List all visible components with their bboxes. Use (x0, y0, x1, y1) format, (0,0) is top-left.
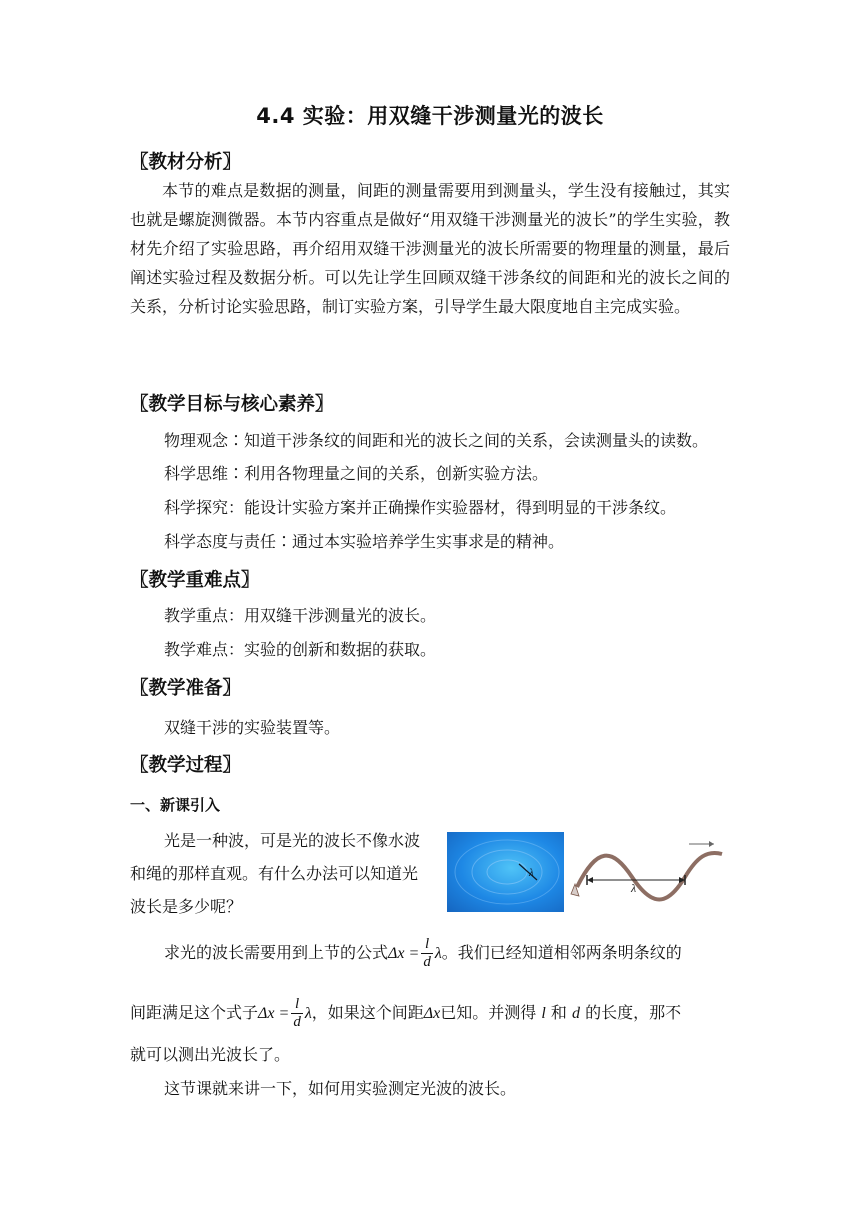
formula-line-2-text-d: 和 (550, 1003, 567, 1022)
rope-wave-image (567, 832, 727, 912)
formula-line-2-text-c: 已知。并测得 (440, 1003, 537, 1022)
intro-line: 光是一种波，可是光的波长不像水波 (164, 831, 421, 850)
formula-rhs: λ (434, 945, 442, 962)
section-heading-preparation: 〖教学准备〗 (130, 678, 242, 699)
rope-lambda-label: λ (631, 881, 637, 895)
water-lambda-label: λ (529, 867, 534, 879)
formula-numerator: l (291, 996, 303, 1014)
l-symbol: l (541, 1005, 546, 1022)
formula-denominator: d (423, 954, 431, 970)
formula-line-2-text-a: 间距满足这个式子 (130, 1003, 259, 1022)
water-ripple-graphic (447, 832, 564, 912)
rope-wave-graphic (567, 832, 727, 912)
formula-rhs: λ (304, 1005, 312, 1022)
d-symbol: d (572, 1005, 581, 1022)
formula-lhs: Δx = (258, 1005, 290, 1022)
formula-line-1-text-b: 。我们已经知道相邻两条明条纹的 (441, 943, 682, 962)
key-point-item: 教学重点：用双缝干涉测量光的波长。 (164, 606, 437, 625)
formula-fraction (421, 936, 433, 971)
formula-lhs: Δx = (388, 945, 420, 962)
analysis-paragraph: 本节的难点是数据的测量，间距的测量需要用到测量头，学生没有接触过，其实也就是螺旋测微器。本节内容重点是做好“用双缝干涉测量光的波长”的学生实验，教材先介绍了实验思路，再介绍用双缝干涉测量光的波长所需要的物理量的测量，最后阐述实验过程及数据分析。可以先让学生回顾双缝干涉条纹的间距和光的波长之间的关系，分析讨论实验思路，制订实验方案，引导学生最大限度地自主完成实验。 (130, 181, 730, 316)
preparation-text: 双缝干涉的实验装置等。 (164, 718, 341, 737)
goal-item: 科学探究：能设计实验方案并正确操作实验器材，得到明显的干涉条纹。 (164, 498, 677, 517)
formula-fraction (291, 996, 303, 1031)
formula-line-2 (130, 996, 681, 1031)
formula-line-2-text-e: 的长度，那不 (585, 1003, 682, 1022)
key-point-item: 教学难点：实验的创新和数据的获取。 (164, 640, 437, 659)
page-title: 4.4 实验：用双缝干涉测量光的波长 (256, 104, 604, 128)
subheading-intro: 一、新课引入 (130, 796, 221, 814)
goal-item: 科学思维∶利用各物理量之间的关系，创新实验方法。 (164, 464, 549, 483)
formula-numerator: l (421, 936, 433, 954)
goal-item: 物理观念∶知道干涉条纹的间距和光的波长之间的关系，会读测量头的读数。 (164, 431, 709, 450)
section-heading-analysis: 〖教材分析〗 (130, 152, 242, 173)
water-wave-image (447, 832, 564, 912)
formula-line-1-text-a: 求光的波长需要用到上节的公式 (164, 943, 389, 962)
formula-line-2-text-b: ，如果这个间距 (311, 1003, 424, 1022)
section-heading-key-points: 〖教学重难点〗 (130, 570, 260, 591)
formula-denominator: d (293, 1014, 301, 1030)
delta-x-symbol: Δx (423, 1005, 441, 1022)
intro-line: 波长是多少呢？ (130, 897, 243, 916)
goal-item: 科学态度与责任∶通过本实验培养学生实事求是的精神。 (164, 532, 565, 551)
intro-line: 和绳的那样直观。有什么办法可以知道光 (130, 864, 419, 883)
formula-line-3: 就可以测出光波长了。 (130, 1045, 291, 1064)
section-heading-process: 〖教学过程〗 (130, 755, 242, 776)
closing-line: 这节课就来讲一下，如何用实验测定光波的波长。 (164, 1079, 517, 1098)
formula-line-1 (164, 936, 682, 971)
section-heading-goals: 〖教学目标与核心素养〗 (130, 394, 334, 415)
